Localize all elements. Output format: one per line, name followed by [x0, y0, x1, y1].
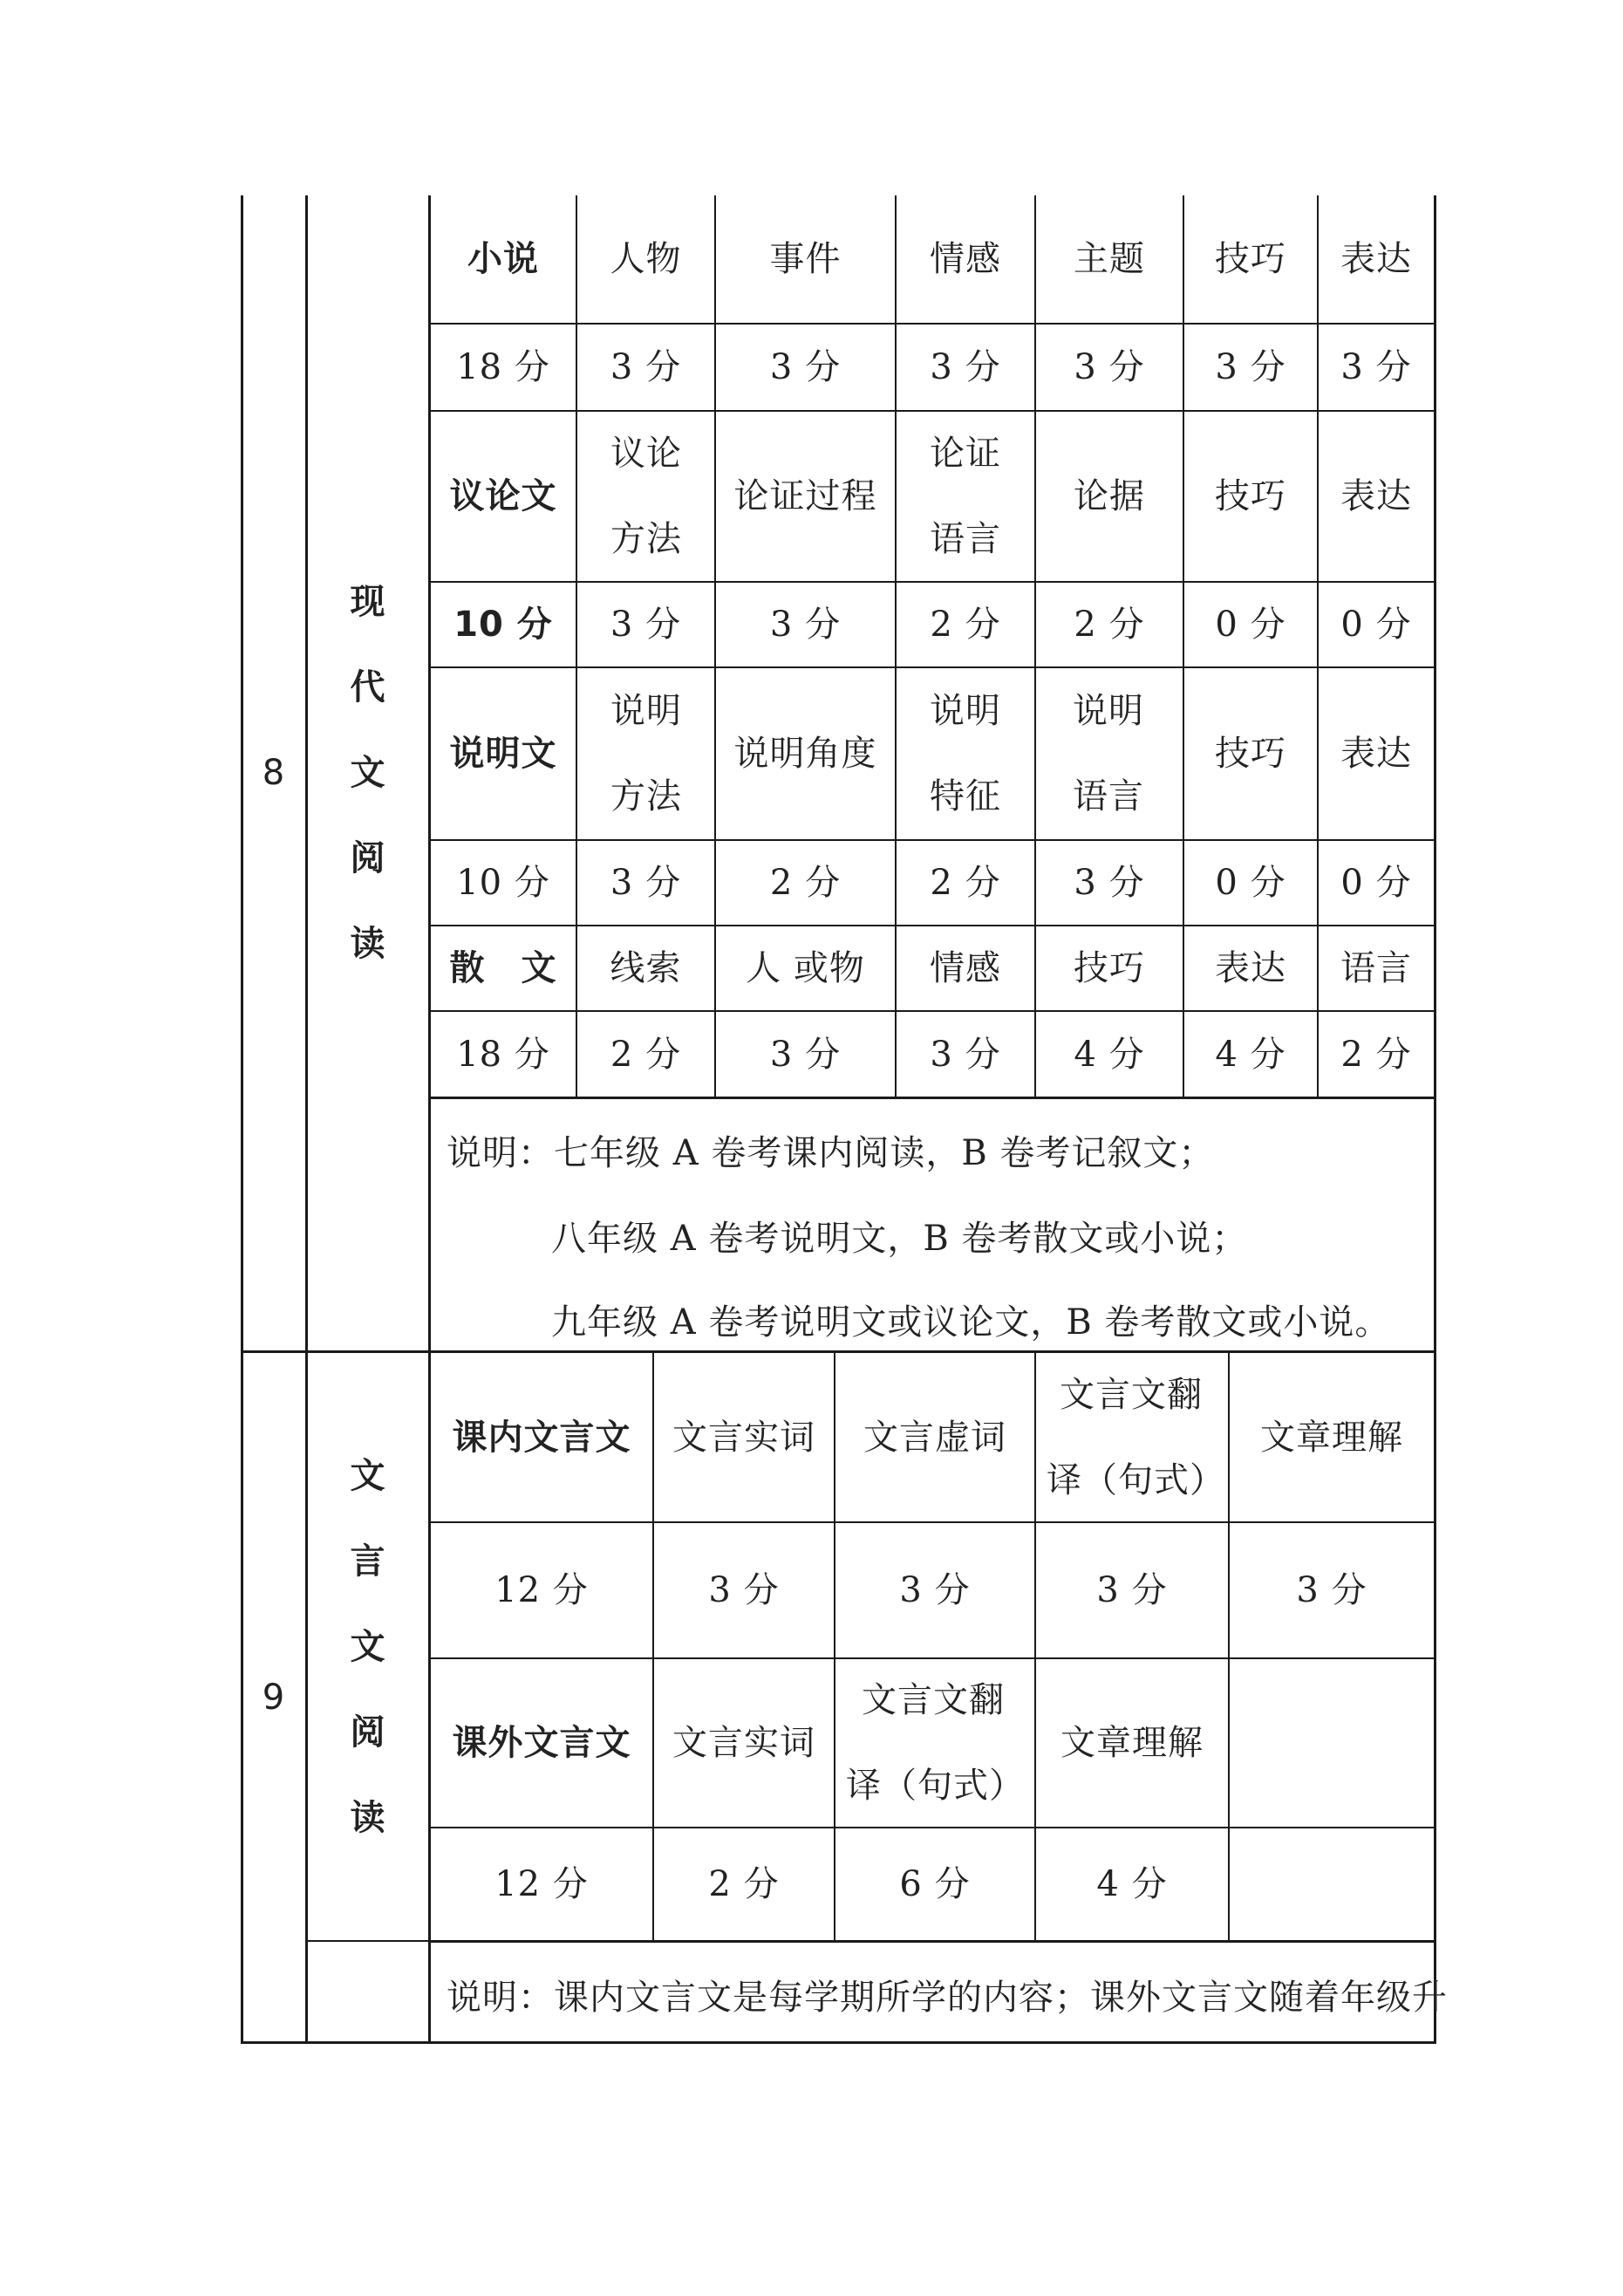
table-cell: 说明语言 [1073, 691, 1144, 817]
table-cell: 表达 [1340, 239, 1412, 279]
category-char: 文 [350, 1627, 386, 1667]
table-cell: 表达 [1215, 948, 1286, 988]
table-cell: 论据 [1074, 476, 1145, 516]
table-cell: 文章理解 [1260, 1417, 1403, 1458]
table-cell: 12 分 [494, 1864, 589, 1904]
table-cell: 说明特征 [930, 691, 1001, 817]
table-cell: 10 分 [453, 605, 553, 645]
table-cell: 表达 [1340, 734, 1412, 774]
category-char: 读 [350, 924, 386, 964]
table-cell: 技巧 [1074, 948, 1145, 988]
table-cell: 小说 [467, 239, 539, 279]
table-cell: 3 分 [1296, 1570, 1367, 1610]
table-cell: 4 分 [1074, 1034, 1145, 1075]
table-cell: 18 分 [456, 347, 550, 387]
table-cell: 0 分 [1340, 863, 1412, 903]
table-cell: 18 分 [456, 1034, 550, 1075]
table-cell: 2 分 [1340, 1034, 1412, 1075]
table-cell: 3 分 [930, 1034, 1001, 1075]
table-cell: 3 分 [1340, 347, 1412, 387]
table-cell: 技巧 [1215, 239, 1286, 279]
table-cell: 2 分 [708, 1864, 780, 1904]
table-cell: 12 分 [494, 1570, 589, 1610]
table-cell: 线索 [610, 948, 682, 988]
category-char: 阅 [350, 838, 386, 878]
section-8-number: 8 [262, 753, 286, 793]
table-cell: 0 分 [1215, 863, 1286, 903]
table-cell: 情感 [930, 948, 1001, 988]
table-cell: 文言文翻译（句式） [846, 1680, 1025, 1806]
table-cell: 3 分 [610, 863, 682, 903]
table-cell: 说明方法 [610, 691, 682, 817]
table-cell: 议论方法 [610, 434, 682, 559]
table-cell: 6 分 [899, 1864, 971, 1904]
table-cell: 技巧 [1215, 734, 1286, 774]
category-char: 代 [350, 667, 386, 707]
table-cell: 说明文 [449, 734, 557, 774]
table-cell: 10 分 [456, 863, 550, 903]
table-cell: 说明角度 [733, 734, 877, 774]
table-cell: 0 分 [1215, 605, 1286, 645]
section-8-category [308, 195, 428, 1350]
table-cell: 3 分 [769, 605, 842, 645]
table-cell: 2 分 [610, 1034, 682, 1075]
table-cell: 论证语言 [930, 434, 1001, 559]
table-cell: 3 分 [769, 347, 842, 387]
table-cell: 人 或物 [746, 948, 865, 988]
table-cell: 3 分 [1074, 347, 1145, 387]
table-cell: 3 分 [899, 1570, 971, 1610]
table-cell: 散 文 [449, 948, 557, 988]
table-cell: 文言实词 [672, 1723, 815, 1763]
table-cell: 2 分 [930, 605, 1001, 645]
section-8-note: 八年级 A 卷考说明文，B 卷考散文或小说； [551, 1219, 1248, 1259]
category-char: 现 [350, 582, 386, 622]
category-char: 言 [350, 1541, 386, 1582]
table-cell: 议论文 [449, 476, 557, 516]
table-cell [1230, 1659, 1434, 1827]
table-cell: 主题 [1074, 239, 1145, 279]
table-cell: 3 分 [1096, 1570, 1168, 1610]
table-cell: 语言 [1340, 948, 1412, 988]
table-cell: 课内文言文 [452, 1417, 631, 1458]
table-cell: 技巧 [1215, 476, 1286, 516]
section-8-note: 九年级 A 卷考说明文或议论文，B 卷考散文或小说。 [551, 1302, 1391, 1343]
table-cell: 表达 [1340, 476, 1412, 516]
table-cell: 0 分 [1340, 605, 1412, 645]
table-cell: 文章理解 [1060, 1723, 1204, 1763]
category-char: 读 [350, 1798, 386, 1838]
table-cell: 3 分 [708, 1570, 780, 1610]
table-cell: 3 分 [610, 347, 682, 387]
table-cell: 文言虚词 [863, 1417, 1006, 1458]
table-cell: 4 分 [1096, 1864, 1168, 1904]
table-cell: 2 分 [1074, 605, 1145, 645]
table-cell: 课外文言文 [452, 1723, 631, 1763]
category-char: 阅 [350, 1712, 386, 1753]
table-cell: 人物 [610, 239, 682, 279]
table-cell: 3 分 [1074, 863, 1145, 903]
table-cell: 2 分 [769, 863, 842, 903]
category-char: 文 [350, 1456, 386, 1496]
section-9-category [308, 1352, 428, 1942]
table-cell [1230, 1828, 1434, 1940]
table-cell: 4 分 [1215, 1034, 1286, 1075]
table-cell: 文言实词 [672, 1417, 815, 1458]
category-char: 文 [350, 753, 386, 793]
table-cell: 事件 [769, 239, 842, 279]
table-cell: 3 分 [769, 1034, 842, 1075]
table-cell: 2 分 [930, 863, 1001, 903]
table-cell: 3 分 [610, 605, 682, 645]
section-8-note: 说明：七年级 A 卷考课内阅读，B 卷考记叙文； [447, 1133, 1215, 1173]
table-cell: 3 分 [1215, 347, 1286, 387]
table-cell: 论证过程 [733, 476, 877, 516]
table-cell: 文言文翻译（句式） [1047, 1374, 1225, 1500]
section-9-note: 说明：课内文言文是每学期所学的内容；课外文言文随着年级升 [447, 1978, 1448, 2018]
table-cell: 3 分 [930, 347, 1001, 387]
section-9-number: 9 [262, 1678, 286, 1718]
table-cell: 情感 [930, 239, 1001, 279]
